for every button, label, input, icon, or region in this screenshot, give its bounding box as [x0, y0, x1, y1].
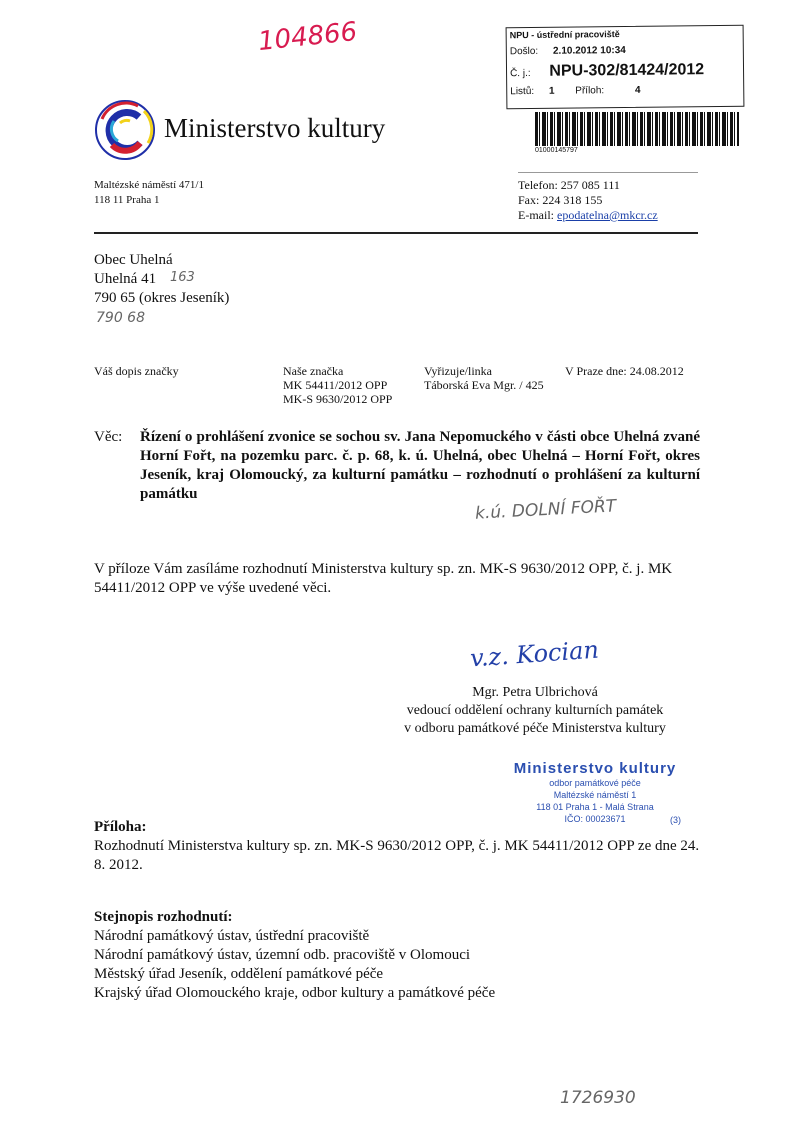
- organization-name: Ministerstvo kultury: [164, 113, 386, 143]
- our-ref-label: Naše značka: [283, 364, 344, 378]
- office-stamp-number: (3): [670, 815, 681, 825]
- attachment-section: [94, 818, 704, 875]
- handler-value: Táborská Eva Mgr. / 425: [424, 378, 544, 392]
- recipient-address: [94, 251, 229, 308]
- signatory-position-2: v odboru památkové péče Ministerstva kultury: [404, 721, 666, 736]
- barcode-number: 01000145797: [535, 147, 578, 154]
- office-stamp-line-4: IČO: 00023671: [564, 814, 626, 824]
- attachment-heading: Příloha:: [94, 819, 147, 835]
- stamp-title: NPU - ústřední pracoviště: [509, 29, 620, 41]
- address-line-1: Maltézské náměstí 471/1: [94, 179, 204, 191]
- header-rule: [94, 232, 698, 234]
- ministry-logo-icon: [94, 99, 156, 161]
- office-stamp: [490, 760, 700, 825]
- letter-date: V Praze dne: 24.08.2012: [565, 364, 684, 378]
- attachment-text: Rozhodnutí Ministerstva kultury sp. zn. MK-S 9630/2012 OPP, č. j. MK 54411/2012 OPP ze dne 24. 8. 2012.: [94, 838, 700, 873]
- copies-heading: Stejnopis rozhodnutí:: [94, 909, 233, 925]
- office-stamp-line-2: Maltézské náměstí 1: [553, 790, 637, 800]
- handler-label: Vyřizuje/linka: [424, 364, 492, 378]
- recipient-line-2: Uhelná 41: [94, 271, 157, 287]
- signatory-name: Mgr. Petra Ulbrichová: [472, 685, 598, 700]
- handwritten-address-correction: 163: [170, 270, 195, 285]
- email-label: E-mail:: [518, 208, 557, 222]
- barcode: [535, 112, 739, 146]
- handwritten-postal-correction: 790 68: [96, 310, 145, 326]
- handwritten-file-number: 104866: [256, 16, 359, 58]
- received-label: Došlo:: [509, 45, 539, 58]
- office-stamp-line-1: odbor památkové péče: [549, 778, 641, 788]
- your-ref-label: Váš dopis značky: [94, 364, 179, 378]
- subject-text: Řízení o prohlášení zvonice se sochou sv. Jana Nepomuckého v části obce Uhelná zvané Horní Fořt, na pozemku parc. č. p. 68, k. ú. Uhelná, obec Uhelná – Horní Fořt, okres Jeseník, kraj Olomoucký, za kulturní památku – rozhodnutí o prohlášení za kulturní památku: [140, 429, 700, 502]
- our-ref: [283, 364, 392, 406]
- signatory-position-1: vedoucí oddělení ochrany kulturních památek: [406, 703, 664, 718]
- ref-value: NPU-302/81424/2012: [549, 61, 705, 80]
- sheets-label: Listů:: [510, 85, 535, 98]
- fax: Fax: 224 318 155: [518, 193, 603, 207]
- our-ref-1: MK 54411/2012 OPP: [283, 378, 388, 392]
- attachments-label: Příloh:: [575, 85, 605, 97]
- copy-item: Národní památkový ústav, územní odb. pracoviště v Olomouci: [94, 947, 471, 963]
- sender-address: [94, 178, 204, 208]
- registry-stamp: [506, 25, 745, 109]
- copies-section: [94, 908, 495, 1003]
- address-line-2: 118 11 Praha 1: [94, 194, 160, 206]
- sheets-value: 1: [548, 85, 555, 97]
- received-value: 2.10.2012 10:34: [552, 44, 626, 57]
- recipient-line-3: 790 65 (okres Jeseník): [94, 290, 230, 306]
- copy-item: Krajský úřad Olomouckého kraje, odbor kultury a památkové péče: [94, 985, 496, 1001]
- ref-label: Č. j.:: [510, 67, 531, 80]
- contact-divider: [518, 172, 698, 173]
- handwritten-cadastral-note: k.ú. DOLNÍ FOŘT: [474, 496, 617, 524]
- attachments-value: 4: [634, 84, 641, 96]
- signature: v.z. Kocian: [469, 635, 600, 673]
- our-ref-2: MK-S 9630/2012 OPP: [283, 392, 393, 406]
- body-paragraph: V příloze Vám zasíláme rozhodnutí Ministerstva kultury sp. zn. MK-S 9630/2012 OPP, č. j. MK 54411/2012 OPP ve výše uvedené věci.: [94, 561, 673, 596]
- recipient-line-1: Obec Uhelná: [94, 252, 173, 268]
- copy-item: Národní památkový ústav, ústřední pracoviště: [94, 928, 370, 944]
- office-stamp-line-3: 118 01 Praha 1 - Malá Strana: [536, 802, 654, 812]
- office-stamp-title: Ministerstvo kultury: [513, 760, 677, 777]
- phone: Telefon: 257 085 111: [518, 178, 620, 192]
- email-link[interactable]: epodatelna@mkcr.cz: [557, 208, 658, 222]
- signature-block: [370, 684, 700, 738]
- copy-item: Městský úřad Jeseník, oddělení památkové péče: [94, 966, 384, 982]
- handler: [424, 364, 544, 392]
- contact-info: [518, 178, 658, 223]
- handwritten-bottom-number: 1726930: [560, 1088, 636, 1108]
- subject-label: Věc:: [94, 429, 123, 445]
